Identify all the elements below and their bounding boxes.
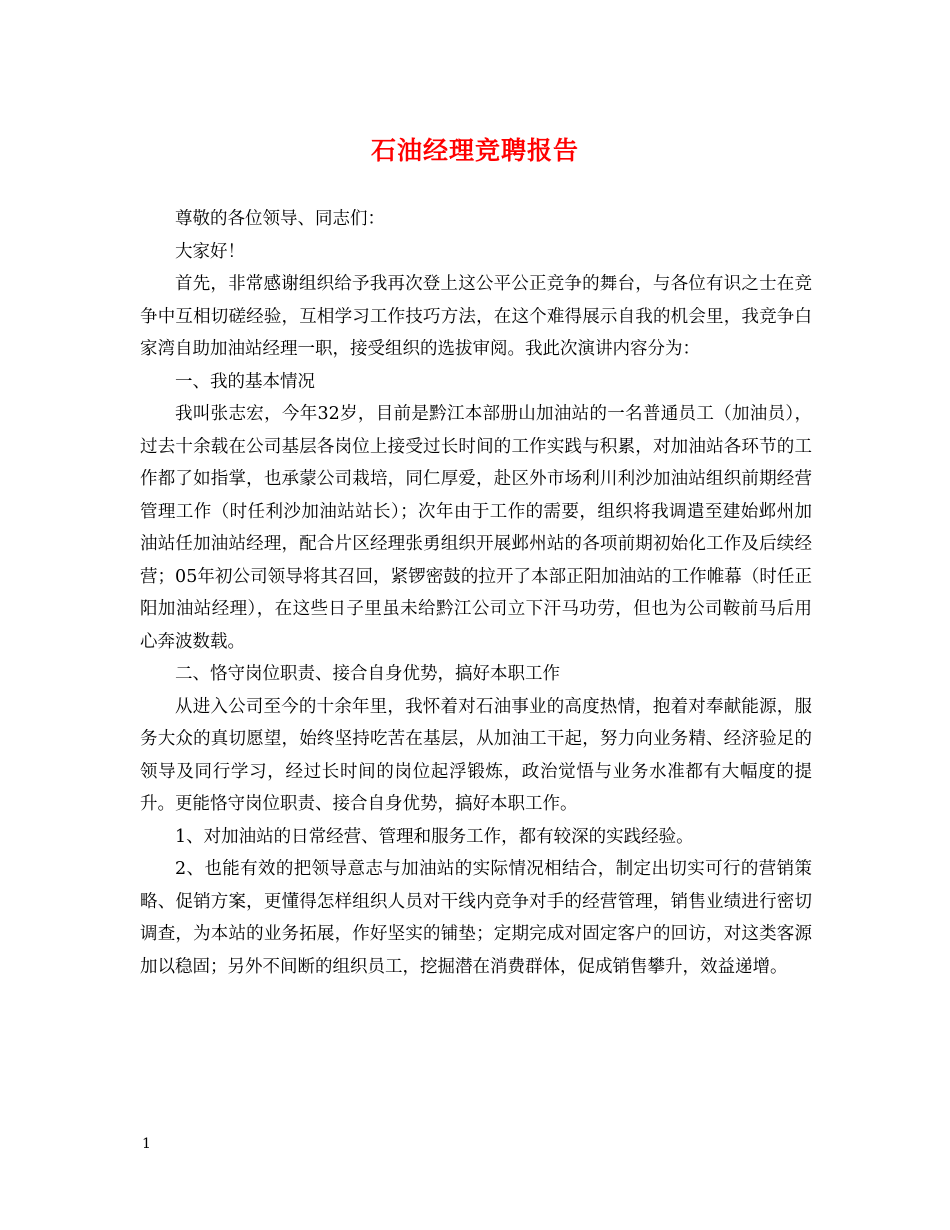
list-item-2: 2、也能有效的把领导意志与加油站的实际情况相结合，制定出切实可行的营销策略、促销方案，更懂得怎样组织人员对干线内竞争对手的经营管理，销售业绩进行密切调查，为本站的业务拓展，作好坚实的铺垫；定期完成对固定客户的回访，对这类客源加以稳固；另外不间断的组织员工，挖掘潜在消费群体，促成销售攀升，效益递增。 <box>140 859 812 977</box>
document-body <box>140 203 812 983</box>
list-item-1: 1、对加油站的日常经营、管理和服务工作，都有较深的实践经验。 <box>175 826 694 847</box>
section-heading-1: 一、我的基本情况 <box>175 371 315 392</box>
page-number: 1 <box>142 1136 151 1152</box>
paragraph-duties: 从进入公司至今的十余年里，我怀着对石油事业的高度热情，抱着对奉献能源，服务大众的真切愿望，始终坚持吃苦在基层，从加油工干起，努力向业务精、经济验足的领导及同行学习，经过长时间的岗位起浮锻炼，政治觉悟与业务水准都有大幅度的提升。更能恪守岗位职责、接合自身优势，搞好本职工作。 <box>140 696 812 814</box>
salutation: 尊敬的各位领导、同志们： <box>175 209 385 229</box>
document-title: 石油经理竞聘报告 <box>370 136 579 165</box>
paragraph-background: 我叫张志宏，今年32岁，目前是黔江本部册山加油站的一名普通员工（加油员），过去十余载在公司基层各岗位上接受过长时间的工作实践与积累，对加油站各环节的工作都了如指掌，也承蒙公司栽培，同仁厚爱，赴区外市场利川利沙加油站组织前期经营管理工作（时任利沙加油站站长）；次年由于工作的需要，组织将我调遣至建始邺州加油站任加油站经理，配合片区经理张勇组织开展邺州站的各项前期初始化工作及后续经营；05年初公司领导将其召回，紧锣密鼓的拉开了本部正阳加油站的工作帷幕（时任正阳加油站经理），在这些日子里虽未给黔江公司立下汗马功劳，但也为公司鞍前马后用心奔波数载。 <box>140 404 812 652</box>
paragraph-intro: 首先，非常感谢组织给予我再次登上这公平公正竞争的舞台，与各位有识之士在竞争中互相切磋经验，互相学习工作技巧方法，在这个难得展示自我的机会里，我竞争白家湾自助加油站经理一职，接受组织的选拔审阅。我此次演讲内容分为： <box>140 274 812 359</box>
section-heading-2: 二、恪守岗位职责、接合自身优势，搞好本职工作 <box>175 664 560 684</box>
greeting: 大家好！ <box>175 241 245 262</box>
